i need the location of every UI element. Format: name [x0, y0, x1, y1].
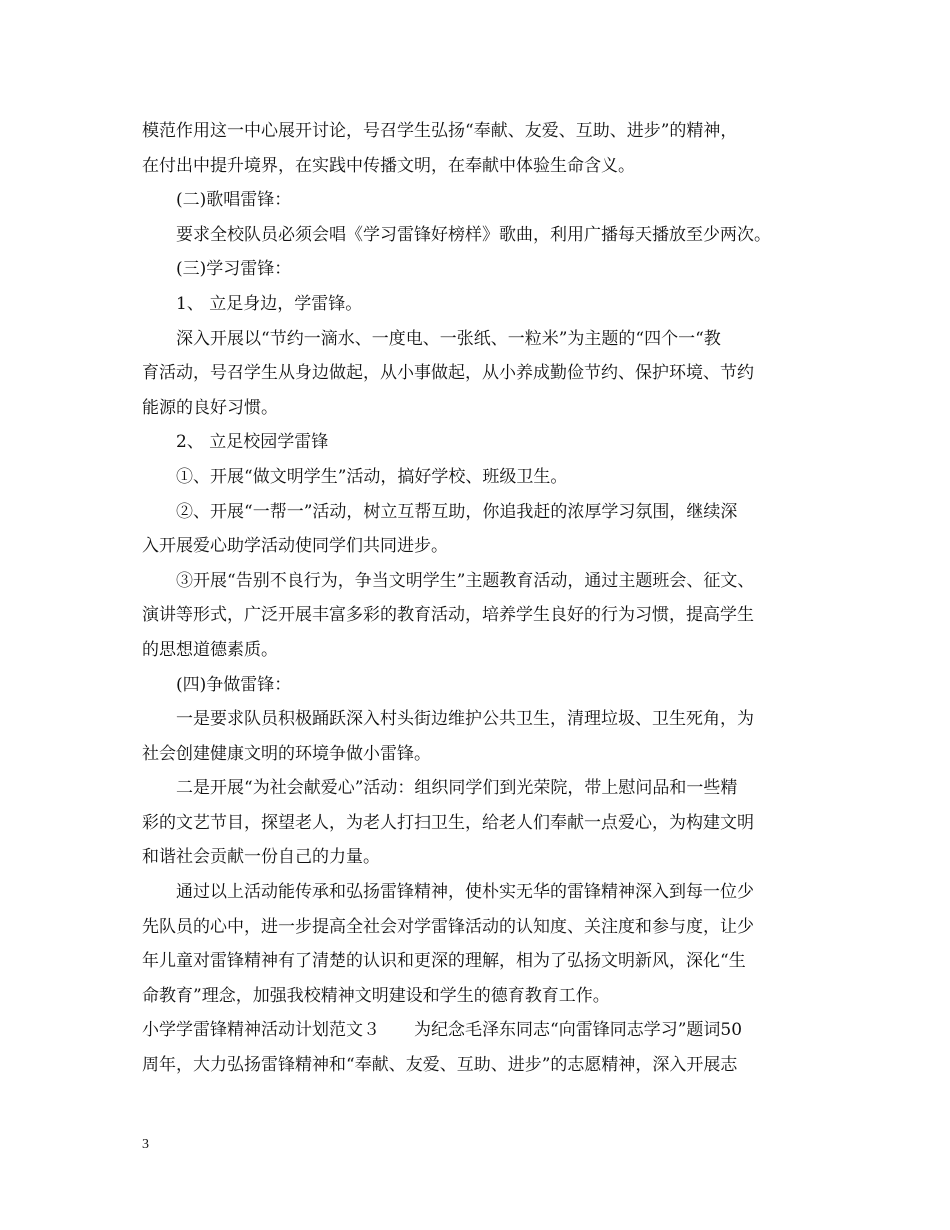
paragraph-line: 社会创建健康文明的环境争做小雷锋。 — [142, 743, 431, 764]
paragraph-line: 二是开展“为社会献爱心”活动：组织同学们到光荣院，带上慰问品和一些精 — [176, 778, 738, 799]
paragraph-line: 模范作用这一中心展开讨论，号召学生弘扬“奉献、友爱、互助、进步”的精神， — [142, 121, 738, 141]
list-item: ③开展“告别不良行为，争当文明学生”主题教育活动，通过主题班会、征文、 — [176, 570, 755, 591]
paragraph-line: 和谐社会贡献一份自己的力量。 — [142, 847, 380, 868]
paragraph-line: 演讲等形式，广泛开展丰富多彩的教育活动，培养学生良好的行为习惯，提高学生 — [142, 605, 754, 626]
document-body — [142, 114, 842, 1083]
page-number: 3 — [142, 1137, 149, 1152]
paragraph-line: 育活动，号召学生从身边做起，从小事做起，从小养成勤俭节约、保护环境、节约 — [142, 363, 754, 384]
paragraph-line: 先队员的心中，进一步提高全社会对学雷锋活动的认知度、关注度和参与度，让少 — [142, 916, 754, 937]
list-item: ②、开展“一帮一”活动，树立互帮互助，你追我赶的浓厚学习氛围，继续深 — [176, 501, 738, 522]
section-title-line — [142, 1013, 842, 1048]
section-intro: 为纪念毛泽东同志“向雷锋同志学习”题词50 — [414, 1020, 743, 1041]
paragraph-line: 入开展爱心助学活动使同学们共同进步。 — [142, 536, 448, 557]
section-heading: (四)争做雷锋： — [176, 674, 292, 695]
paragraph-line: 在付出中提升境界，在实践中传播文明，在奉献中体验生命含义。 — [142, 155, 635, 176]
paragraph-line: 要求全校队员必须会唱《学习雷锋好榜样》歌曲，利用广播每天播放至少两次。 — [176, 224, 771, 245]
list-item-heading: 1、 立足身边，学雷锋。 — [176, 293, 363, 314]
paragraph-line: 通过以上活动能传承和弘扬雷锋精神，使朴实无华的雷锋精神深入到每一位少 — [176, 882, 754, 903]
section-heading: (二)歌唱雷锋： — [176, 190, 292, 211]
list-item: ①、开展“做文明学生”活动，搞好学校、班级卫生。 — [176, 466, 568, 487]
list-item-heading: 2、 立足校园学雷锋 — [176, 432, 329, 453]
paragraph-line: 年儿童对雷锋精神有了清楚的认识和更深的理解，相为了弘扬文明新风，深化“生 — [142, 951, 746, 972]
paragraph-line: 能源的良好习惯。 — [142, 397, 278, 418]
paragraph-line: 一是要求队员积极踊跃深入村头街边维护公共卫生，清理垃圾、卫生死角，为 — [176, 709, 754, 730]
section-title: 小学学雷锋精神活动计划范文３ — [142, 1020, 380, 1041]
paragraph-line: 深入开展以“节约一滴水、一度电、一张纸、一粒米”为主题的“四个一“教 — [176, 328, 721, 349]
paragraph-line: 的思想道德素质。 — [142, 639, 278, 660]
paragraph-line: 周年，大力弘扬雷锋精神和“奉献、友爱、互助、进步”的志愿精神，深入开展志 — [142, 1055, 738, 1076]
section-heading: (三)学习雷锋： — [176, 259, 292, 280]
paragraph-line: 彩的文艺节目，探望老人，为老人打扫卫生，给老人们奉献一点爱心，为构建文明 — [142, 812, 754, 833]
paragraph-line: 命教育”理念，加强我校精神文明建设和学生的德育教育工作。 — [142, 985, 610, 1006]
